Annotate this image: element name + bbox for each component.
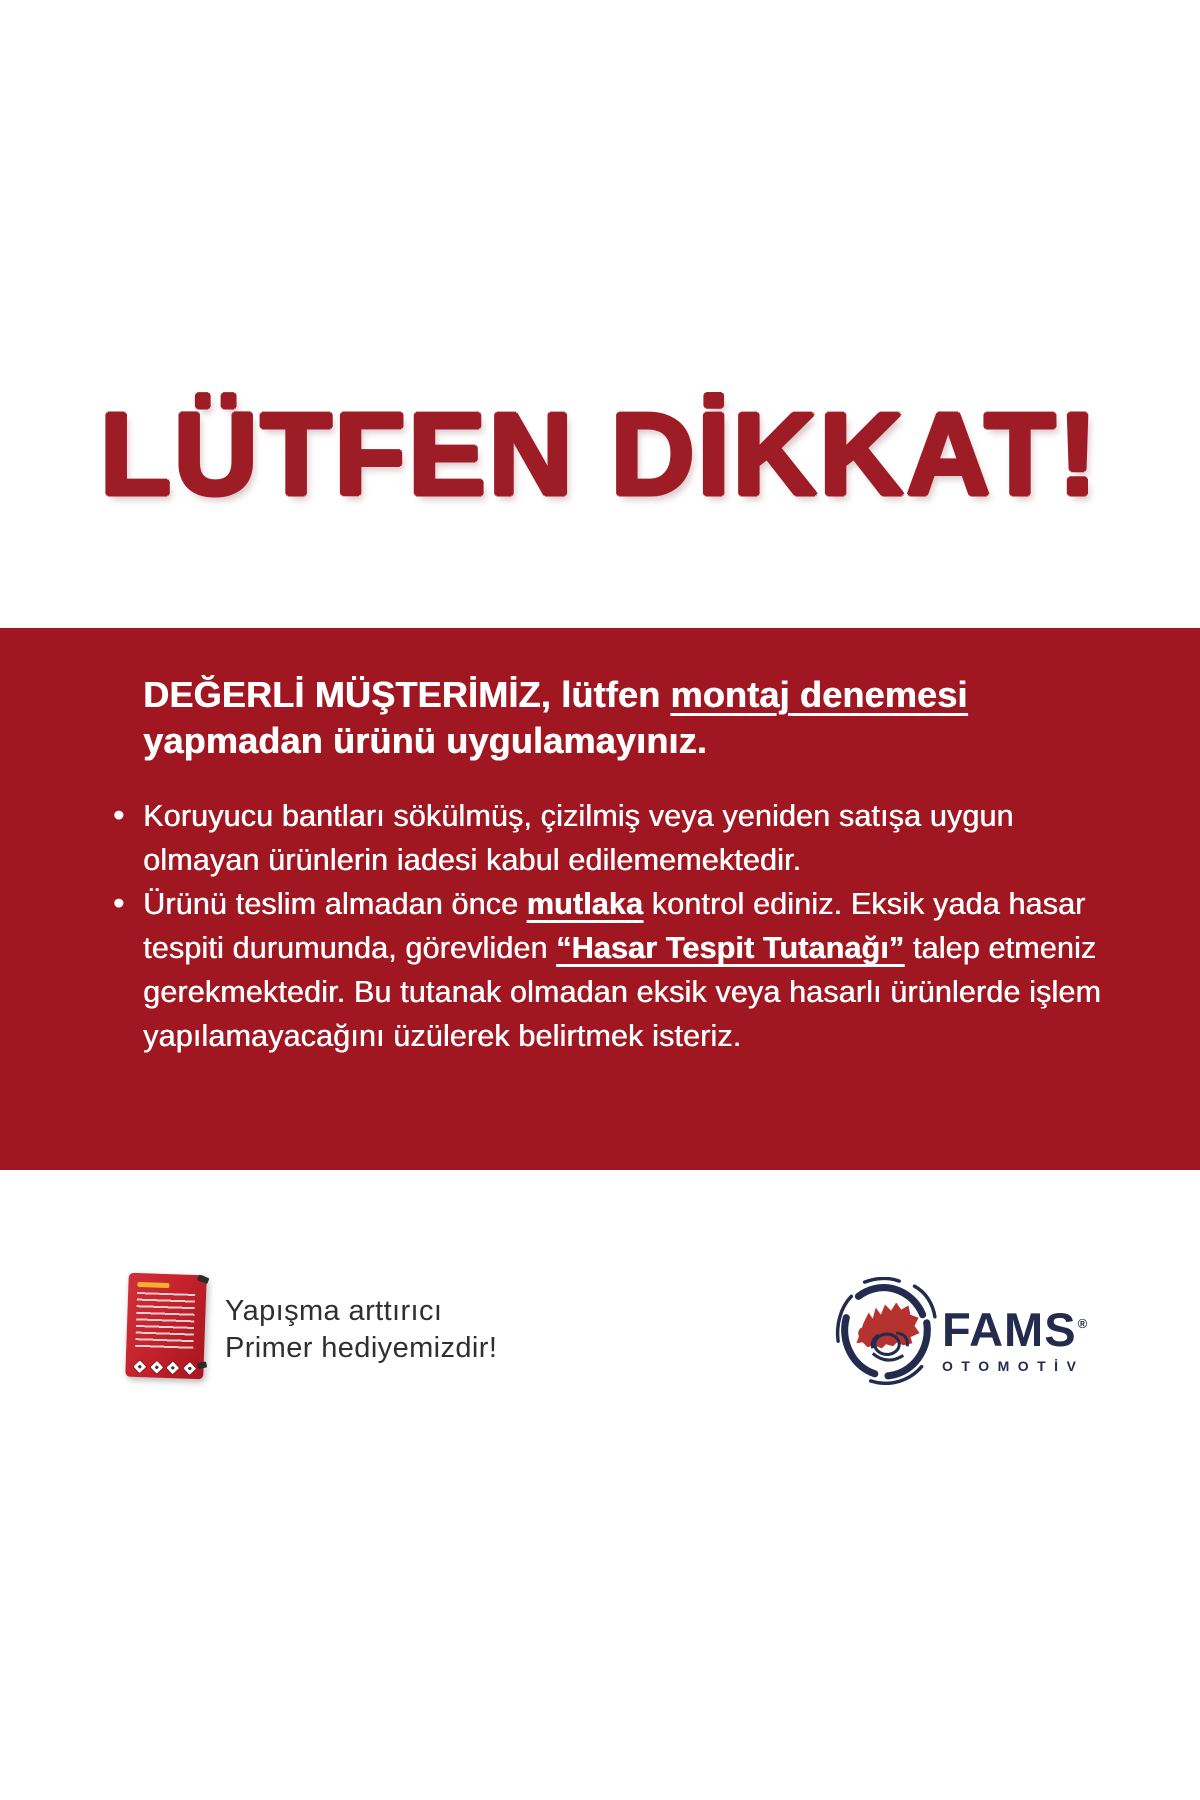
bullet-2-underlined-a: mutlaka [526,887,643,921]
hazard-diamond-icons [125,1361,203,1372]
logo-brand-row [942,1303,1089,1356]
intro-line2: yapmadan ürünü uygulamayınız. [143,720,707,761]
bullet-2-text-b: kontrol ediniz. Eksik yada hasar tespiti durumunda, görevliden [143,887,1086,965]
packet-corner-clip [197,1275,209,1284]
registered-mark: ® [1077,1316,1089,1331]
bullet-1-text: Koruyucu bantları sökülmüş, çizilmiş veya yeniden satışa uygun olmayan ürünlerin iadesi kabul edilememektedir. [143,799,1014,877]
bullet-2-text-c: talep etmeniz gerekmektedir. Bu tutanak olmadan eksik veya hasarlı ürünlerde işlem yapılamayacağını üzülerek belirtmek isteriz. [143,931,1101,1053]
gift-note-line1: Yapışma arttırıcı [225,1295,443,1327]
bullet-item-2 [143,882,1108,1058]
intro-underlined-text: montaj denemesi [670,674,968,715]
bullet-2-underlined-b: “Hasar Tespit Tutanağı” [556,931,905,965]
fams-logo [834,1277,1087,1385]
hazard-diamond-icon [134,1360,146,1372]
hazard-diamond-icon [167,1361,179,1373]
bullet-2-text-a: Ürünü teslim almadan önce [143,887,527,921]
packet-title-line [137,1282,169,1288]
notice-band [0,628,1200,1170]
hazard-diamond-icon [183,1362,195,1374]
logo-brand-text: FAMS [942,1303,1077,1356]
notice-intro [143,672,1145,764]
bullet-item-1 [143,794,1108,882]
notice-bullet-list [143,794,1108,1058]
lion-swirl-emblem-icon [834,1277,940,1385]
gift-note-line2: Primer hediyemizdir! [225,1332,498,1364]
packet-text-lines [135,1292,195,1352]
intro-text: DEĞERLİ MÜŞTERİMİZ, lütfen [143,674,671,715]
logo-text-block [942,1277,1087,1374]
page-title: LÜTFEN DİKKAT! [100,389,1100,519]
hazard-diamond-icon [150,1360,162,1372]
primer-packet-image [125,1273,207,1380]
logo-subtitle: OTOMOTİV [942,1358,1085,1374]
gift-note [225,1293,497,1367]
